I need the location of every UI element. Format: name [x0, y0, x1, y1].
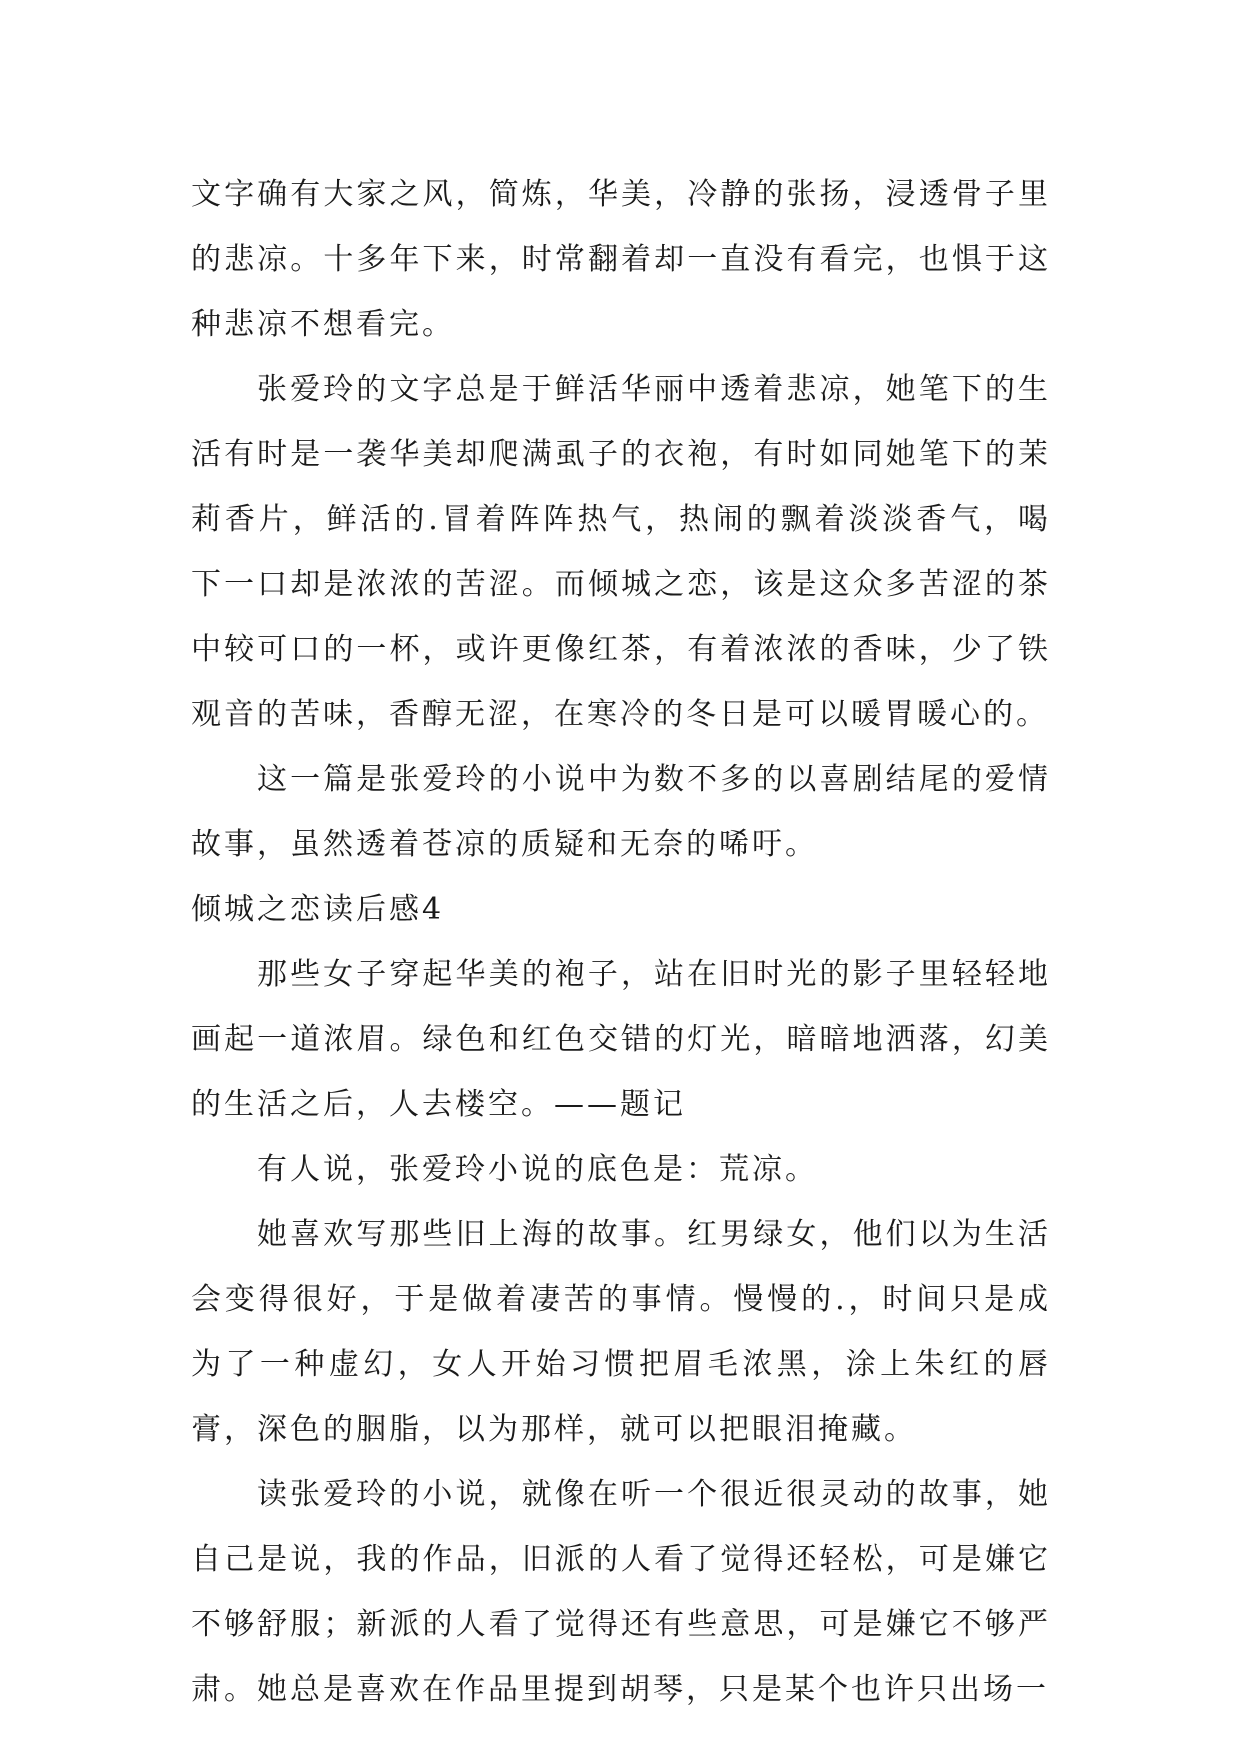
- document-page: [191, 162, 1051, 1722]
- paragraph-2: 张爱玲的文字总是于鲜活华丽中透着悲凉，她笔下的生活有时是一袭华美却爬满虱子的衣袍，有时如同她笔下的茉莉香片，鲜活的.冒着阵阵热气，热闹的飘着淡淡香气，喝下一口却是浓浓的苦涩。而倾城之恋，该是这众多苦涩的茶中较可口的一杯，或许更像红茶，有着浓浓的香味，少了铁观音的苦味，香醇无涩，在寒冷的冬日是可以暖胃暖心的。: [191, 372, 1051, 732]
- paragraph-1: 文字确有大家之风，简炼，华美，冷静的张扬，浸透骨子里的悲凉。十多年下来，时常翻着却一直没有看完，也惧于这种悲凉不想看完。: [191, 177, 1051, 342]
- paragraph-4: 那些女子穿起华美的袍子，站在旧时光的影子里轻轻地画起一道浓眉。绿色和红色交错的灯光，暗暗地洒落，幻美的生活之后，人去楼空。——题记: [191, 957, 1051, 1122]
- paragraph-3: 这一篇是张爱玲的小说中为数不多的以喜剧结尾的爱情故事，虽然透着苍凉的质疑和无奈的唏吁。: [191, 762, 1051, 862]
- paragraph-7: 读张爱玲的小说，就像在听一个很近很灵动的故事，她自己是说，我的作品，旧派的人看了觉得还轻松，可是嫌它不够舒服；新派的人看了觉得还有些意思，可是嫌它不够严肃。她总是喜欢在作品里提到胡琴，只是某个也许只出场一: [191, 1477, 1051, 1707]
- section-heading: 倾城之恋读后感4: [191, 892, 445, 927]
- paragraph-6: 她喜欢写那些旧上海的故事。红男绿女，他们以为生活会变得很好，于是做着凄苦的事情。慢慢的.，时间只是成为了一种虚幻，女人开始习惯把眉毛浓黑，涂上朱红的唇膏，深色的胭脂，以为那样，就可以把眼泪掩藏。: [191, 1217, 1051, 1447]
- paragraph-5: 有人说，张爱玲小说的底色是：荒凉。: [257, 1152, 818, 1187]
